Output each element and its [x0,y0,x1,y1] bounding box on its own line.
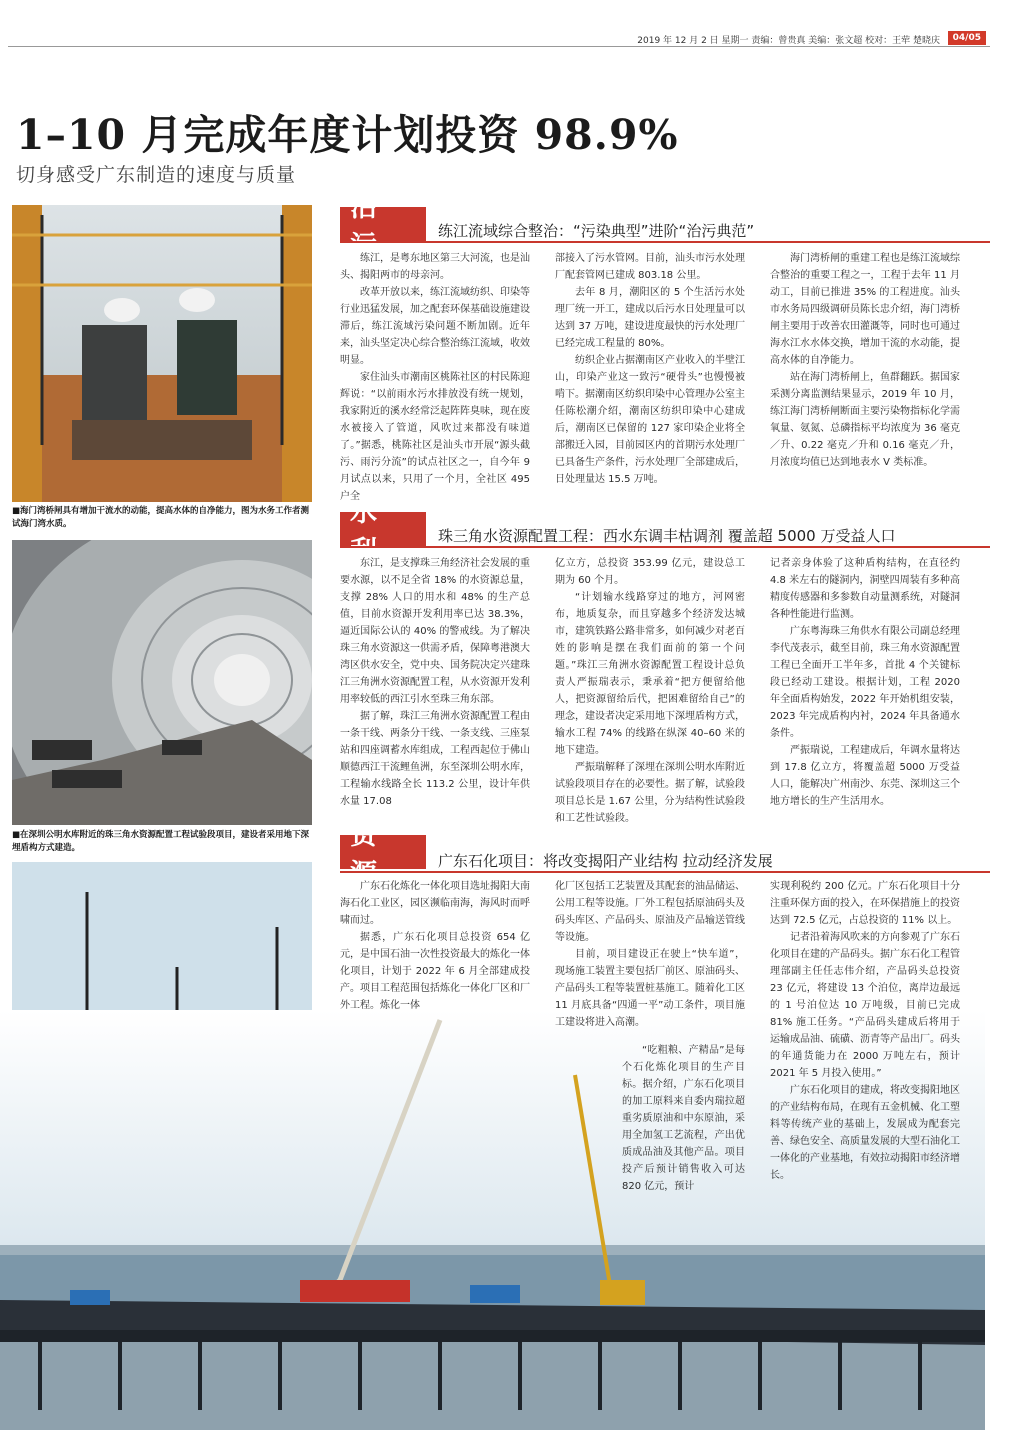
page-headline: 1–10 月完成年度计划投资 98.9% [16,111,679,159]
article-resources-col2 [555,878,745,1031]
article-water-col2 [555,555,745,827]
paragraph: 改革开放以来，练江流域纺织、印染等行业迅猛发展，加之配套环保基础设施建设滞后，练江流域污染问题不断加剧。近年来，汕头坚定决心综合整治练江流域，收效明显。 [340,287,530,366]
section-tag-pollution: 治 污 [340,207,426,241]
paragraph: 家住汕头市潮南区桃陈社区的村民陈迎辉说：“以前雨水污水排放没有统一规划，我家附近的溪水经常泛起阵阵臭味，现在废水被接入了管道，风吹过来都没有味道了。”据悉，桃陈社区是汕头市开展“源头截污、雨污分流”的试点社区之一，自今年 9 月试点以来，只用了一个月，全社区 495 户全 [340,372,530,502]
paragraph: 亿立方，总投资 353.99 亿元，建设总工期为 60 个月。 [555,558,745,586]
article-water-col1 [340,555,530,810]
paragraph: 据了解，珠江三角洲水资源配置工程由一条干线、两条分干线、一条支线、三座泵站和四座调蓄水库组成，工程西起位于佛山顺德西江干流鲤鱼洲，东至深圳公明水库，工程输水线路全长 113.2 公里，设计年供水量 17.08 [340,711,530,807]
paragraph: “计划输水线路穿过的地方，河网密布，地质复杂，而且穿越多个经济发达城市，建筑铁路公路非常多，如何减少对老百姓的影响是摆在我们面前的第一个问题。”珠江三角洲水资源配置工程设计总负责人严振瑞表示，秉承着“把方便留给他人，把资源留给后代，把困难留给自己”的理念，建设者决定采用地下深埋盾构方式，输水工程 74% 的线路在纵深 40–60 米的地下建造。 [555,592,745,756]
paragraph: 部接入了污水管网。目前，汕头市污水处理厂配套管网已建成 803.18 公里。 [555,253,745,281]
section-title-water: 珠三角水资源配置工程：西水东调丰枯调剂 覆盖超 5000 万受益人口 [438,527,896,545]
photo-tunnel [12,540,312,825]
article-resources-col3 [770,878,960,1184]
page-number-badge: 04/05 [948,31,986,45]
section-tag-water: 水 利 [340,512,426,546]
paragraph: 练江，是粤东地区第三大河流，也是汕头、揭阳两市的母亲河。 [340,253,530,281]
photo-water-testing [12,205,312,502]
paragraph: 广东石化炼化一体化项目选址揭阳大南海石化工业区，园区濒临南海，海风时而呼啸而过。 [340,881,530,926]
section-rule-resources [340,871,990,873]
section-title-resources: 广东石化项目：将改变揭阳产业结构 拉动经济发展 [438,852,773,870]
article-water-col3 [770,555,960,810]
page-subhead: 切身感受广东制造的速度与质量 [16,164,297,186]
paragraph: 东江，是支撑珠三角经济社会发展的重要水源，以不足全省 18% 的水资源总量，支撑 28% 人口的用水和 48% 的生产总值，目前水资源开发利用率已达 38.3%，逼近国际公认的 40% 的警戒线。为了解决珠三角水资源这一供需矛盾，保障粤港澳大湾区供水安全，党中央、国务院决定兴建珠江三角洲水资源配置工程，从水资源开发利用率较低的西江引水至珠三角东部。 [340,558,530,705]
page-header [0,0,1024,50]
paragraph: 目前，项目建设正在驶上“快车道”，现场施工装置主要包括厂前区、原油码头、产品码头工程等装置桩基施工。随着化工区 11 月底具备“四通一平”动工条件，项目施工建设将进入高潮。 [555,949,745,1028]
photo-tunnel-caption: ■在深圳公明水库附近的珠三角水资源配置工程试验段项目，建设者采用地下深埋盾构方式建造。 [12,830,310,853]
section-rule-water [340,546,990,548]
paragraph: 严振瑞解释了深埋在深圳公明水库附近试验段项目存在的必要性。据了解，试验段项目总长是 1.67 公里，分为结构性试验段和工艺性试验段。 [555,762,745,824]
article-pollution-col2 [555,250,745,488]
paragraph: 站在海门湾桥闸上，鱼群翻跃。据国家采测分离监测结果显示，2019 年 10 月，练江海门湾桥闸断面主要污染物指标化学需氧量、氨氮、总磷指标平均浓度为 36 毫克／升、0.22 毫克／升和 0.16 毫克／升，月浓度均值已达到地表水 V 类标准。 [770,372,960,468]
paragraph: 化厂区包括工艺装置及其配套的油品储运、公用工程等设施。厂外工程包括原油码头及码头库区、产品码头、原油及产品输送管线等设施。 [555,881,745,943]
header-rule [8,46,990,47]
article-pollution-col1 [340,250,530,505]
section-tag-resources: 资 源 [340,835,426,869]
paragraph: 记者亲身体验了这种盾构结构，在直径约 4.8 米左右的隧洞内，洞壁四周装有多种高精度传感器和多参数自动量测系统，对隧洞各种性能进行监测。 [770,558,960,620]
paragraph: 广东石化项目的建成，将改变揭阳地区的产业结构布局，在现有五金机械、化工塑料等传统产业的基础上，发展成为配套完善、绿色安全、高质量发展的大型石油化工一体化的产业基地，有效拉动揭阳市经济增长。 [770,1085,960,1181]
paragraph: 据悉，广东石化项目总投资 654 亿元，是中国石油一次性投资最大的炼化一体化项目，计划于 2022 年 6 月全部建成投产。项目工程范围包括炼化一体化厂区和厂外工程。炼化一体 [340,932,530,1011]
article-pollution-col3 [770,250,960,471]
section-title-pollution: 练江流域综合整治：“污染典型”进阶“治污典范” [438,222,755,240]
article-resources-col1 [340,878,530,1014]
paragraph: 去年 8 月，潮阳区的 5 个生活污水处理厂统一开工，建成以后污水日处理量可以达到 37 万吨，建设进度最快的污水处理厂已经完成工程量的 80%。 [555,287,745,349]
photo-water-testing-caption: ■海门湾桥闸具有增加干流水的动能，提高水体的自净能力，图为水务工作者测试海门湾水质。 [12,506,310,529]
paragraph: “吃粗粮、产精品”是每个石化炼化项目的生产目标。据介绍，广东石化项目的加工原料来自委内瑞拉超重劣质原油和中东原油，采用全加氢工艺流程，产出优质成品油及其他产品。项目投产后预计销售收入可达 820 亿元，预计 [622,1045,745,1192]
paragraph: 广东粤海珠三角供水有限公司副总经理李代茂表示，截至目前，珠三角水资源配置工程已全面开工半年多，首批 4 个关键标段已经动工建设。根据计划，工程 2020 年全面盾构始发，2022 年开始机组安装，2023 年完成盾构内衬，2024 年具备通水条件。 [770,626,960,739]
paragraph: 记者沿着海风吹来的方向参观了广东石化项目在建的产品码头。据广东石化工程管理部副主任任志伟介绍，产品码头总投资 23 亿元，将建设 13 个泊位，离岸边最远的 1 号泊位达 10 万吨级，目前已完成 81% 施工任务。“产品码头建成后将用于运输成品油、硫磺、沥青等产品出厂。码头的年通货能力在 2000 万吨左右，预计 2021 年 5 月投入使用。” [770,932,960,1079]
page-margin [990,0,1024,1453]
article-resources-col2b [622,1042,745,1195]
paragraph: 纺织企业占据潮南区产业收入的半壁江山，印染产业这一致污“硬骨头”也慢慢被啃下。据潮南区纺织印染中心管理办公室主任陈松潮介绍，潮南区纺织印染中心建成后，潮南区已保留的 127 家印染企业将全部搬迁入园，目前园区内的首期污水处理厂已具备生产条件，污水处理厂全部建成后，日处理量达 15.5 万吨。 [555,355,745,485]
paragraph: 严振瑞说，工程建成后，年调水量将达到 17.8 亿立方，将覆盖超 5000 万受益人口，能解决广州南沙、东莞、深圳这三个地方增长的生产生活用水。 [770,745,960,807]
section-rule-pollution [340,241,990,243]
paragraph: 海门湾桥闸的重建工程也是练江流域综合整治的重要工程之一，工程于去年 11 月动工，目前已推进 35% 的工程进度。汕头市水务局四级调研员陈长忠介绍，海门湾桥闸主要用于改善农田灌溉等，同时也可通过海水江水水体交换，增加干流的水动能，提高水体的自净能力。 [770,253,960,366]
paragraph: 实现利税约 200 亿元。广东石化项目十分注重环保方面的投入，在环保措施上的投资达到 72.5 亿元，占总投资的 11% 以上。 [770,881,960,926]
issue-meta: 2019 年 12 月 2 日 星期一 责编：曾贵真 美编：张文超 校对：王荦 楚晓庆 [637,36,940,46]
